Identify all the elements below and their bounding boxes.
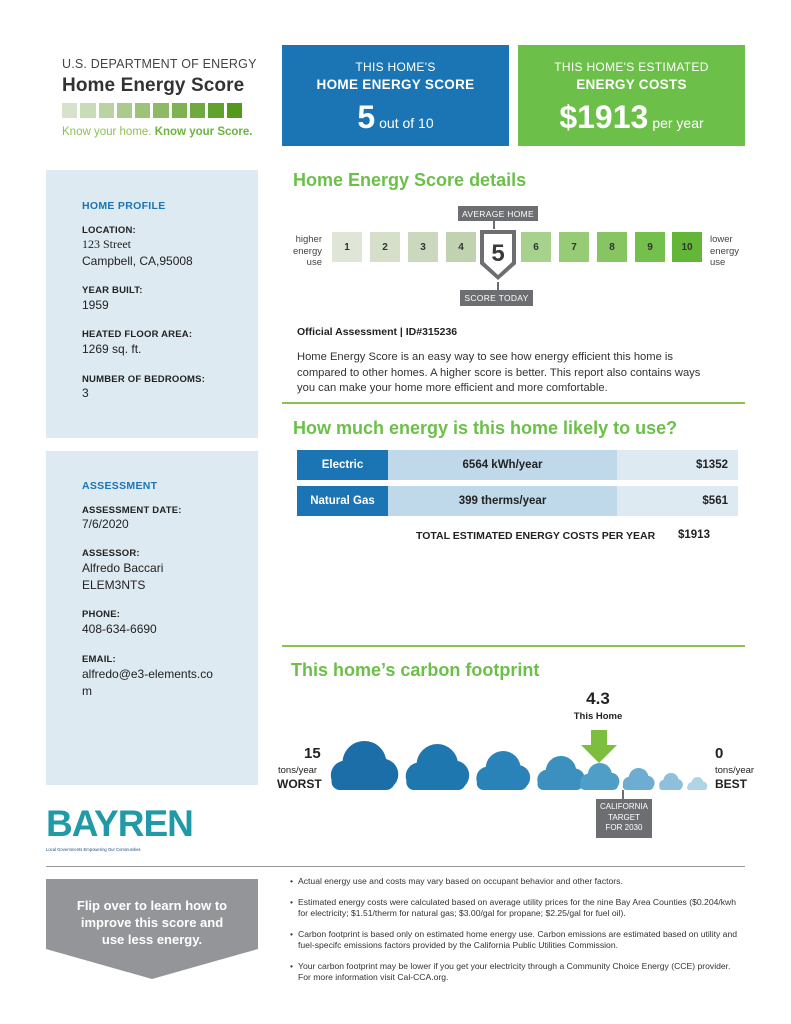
tagline-part-a: Know your home. — [62, 126, 152, 138]
phone-label: PHONE: — [82, 609, 121, 620]
email-value-line1: alfredo@e3-elements.co — [82, 667, 213, 681]
score-box-line1: THIS HOME'S — [355, 60, 436, 74]
current-score-shield-icon — [478, 228, 518, 282]
lower-label-line3: use — [710, 257, 726, 268]
total-costs-label: TOTAL ESTIMATED ENERGY COSTS PER YEAR — [416, 530, 656, 542]
flip-arrow-icon — [46, 949, 258, 979]
average-home-tag: AVERAGE HOME — [458, 206, 538, 221]
lower-label-line2: energy — [710, 245, 740, 257]
current-score-number: 5 — [491, 240, 505, 267]
bedrooms-value: 3 — [82, 386, 89, 400]
score-cell-7: 7 — [559, 232, 589, 262]
flip-line3: use less energy. — [101, 932, 203, 947]
energy-row-electric — [297, 450, 738, 480]
score-description: Home Energy Score is an easy way to see how energy efficient this home is compared to other homes. A higher score is better. This report also contains ways you can make your home more efficient and more comfortable. — [297, 351, 701, 394]
score-box-line2: HOME ENERGY SCORE — [316, 77, 475, 92]
target-line3: FOR 2030 — [605, 823, 643, 832]
year-built-value: 1959 — [82, 298, 109, 312]
score-cell-2: 2 — [370, 232, 400, 262]
carbon-cloud-2 — [406, 744, 470, 790]
carbon-cloud-8 — [687, 777, 707, 790]
lower-label-line1: lower — [710, 234, 733, 245]
fuel-label: Electric — [297, 450, 388, 480]
fuel-cost: $1352 — [617, 450, 738, 480]
cost-box-line1: THIS HOME'S ESTIMATED — [554, 60, 709, 74]
logo-bar-9 — [208, 103, 223, 118]
logo-bar-2 — [80, 103, 95, 118]
best-value: 0 — [715, 745, 724, 762]
cost-box-line2: ENERGY COSTS — [576, 77, 687, 92]
score-number: 5 — [357, 99, 376, 135]
target-line1: CALIFORNIA — [599, 802, 648, 811]
fuel-amount: 6564 kWh/year — [388, 450, 617, 480]
lower-energy-use-label — [710, 234, 752, 269]
year-built-label: YEAR BUILT: — [82, 285, 143, 296]
score-suffix: out of 10 — [379, 115, 434, 131]
floor-area-value: 1269 sq. ft. — [82, 342, 142, 356]
score-cell-4: 4 — [446, 232, 476, 262]
carbon-footprint-title: This home’s carbon footprint — [291, 660, 540, 680]
worst-label: WORST — [277, 777, 322, 791]
footnote: • Carbon footprint is based only on estimated home energy use. Carbon emissions are estimated based on utility and fuel-specifc emissions factors provided by the California Public Utilities Commission. — [290, 929, 745, 952]
score-cell-1: 1 — [332, 232, 362, 262]
score-today-tag: SCORE TODAY — [460, 290, 533, 306]
home-profile-panel — [46, 170, 258, 438]
fuel-amount: 399 therms/year — [388, 486, 617, 516]
bayren-logo: BAYREN — [46, 803, 193, 844]
score-cell-6: 6 — [521, 232, 551, 262]
home-energy-score-logo-title: Home Energy Score — [62, 75, 245, 96]
logo-bar-10 — [227, 103, 242, 118]
score-cell-10: 10 — [672, 232, 702, 262]
higher-label-line2: energy — [292, 245, 322, 257]
fuel-label: Natural Gas — [297, 486, 388, 516]
assessor-company: ELEM3NTS — [82, 578, 146, 592]
logo-bar-3 — [99, 103, 114, 118]
carbon-cloud-5 — [580, 763, 619, 790]
logo-bar-5 — [135, 103, 150, 118]
logo-tagline — [62, 126, 252, 138]
higher-energy-use-label — [280, 234, 322, 269]
california-target-tag — [596, 799, 652, 838]
cost-value — [518, 99, 745, 136]
footnotes-list — [290, 876, 745, 993]
total-costs-value: $1913 — [678, 529, 710, 541]
bayren-tagline: Local Governments Empowering Our Communities — [46, 847, 141, 852]
official-assessment-id: Official Assessment | ID#315236 — [297, 326, 458, 338]
higher-label-line3: use — [306, 257, 322, 268]
flip-over-banner — [46, 879, 258, 949]
assessor-label: ASSESSOR: — [82, 548, 140, 559]
home-profile-heading: HOME PROFILE — [82, 200, 166, 212]
best-units: tons/year — [715, 765, 755, 776]
logo-score-bars — [62, 103, 242, 118]
floor-area-label: HEATED FLOOR AREA: — [82, 329, 193, 340]
home-carbon-value: 4.3 — [586, 689, 610, 708]
carbon-cloud-4 — [537, 756, 585, 790]
assessment-panel — [46, 451, 258, 785]
phone-value: 408-634-6690 — [82, 622, 157, 636]
logo-bar-1 — [62, 103, 77, 118]
location-city: Campbell, CA,95008 — [82, 254, 193, 268]
worst-value: 15 — [304, 745, 321, 762]
score-cell-3: 3 — [408, 232, 438, 262]
assessment-date-label: ASSESSMENT DATE: — [82, 505, 182, 516]
carbon-cloud-3 — [476, 751, 530, 790]
footnote: • Your carbon footprint may be lower if you get your electricity through a Community Choice Energy (CCE) provider. For more information visit Cal-CCA.org. — [290, 961, 745, 984]
details-divider — [282, 402, 745, 404]
energy-usage-title: How much energy is this home likely to use? — [293, 418, 678, 438]
logo-bar-4 — [117, 103, 132, 118]
worst-units: tons/year — [278, 765, 318, 776]
assessment-date-value: 7/6/2020 — [82, 517, 129, 531]
footer-divider — [46, 866, 745, 867]
footnote: • Estimated energy costs were calculated based on average utility prices for the nine Bay Area Counties ($0.204/kwh for electricity; $1.51/therm for natural gas; $3.00/gal for propane; $2.25/gal for fuel oil). — [290, 897, 745, 920]
logo-bar-6 — [153, 103, 168, 118]
score-today-pointer — [497, 282, 499, 290]
home-carbon-label: This Home — [573, 711, 623, 722]
carbon-cloud-7 — [659, 773, 683, 790]
flip-line2: improve this score and — [80, 915, 224, 930]
score-details-title: Home Energy Score details — [293, 170, 527, 190]
higher-label-line1: higher — [295, 234, 322, 245]
carbon-cloud-6 — [623, 768, 655, 790]
score-value — [282, 99, 509, 136]
usage-divider — [282, 645, 745, 647]
email-label: EMAIL: — [82, 654, 116, 665]
cost-summary-box — [518, 45, 745, 146]
bedrooms-label: NUMBER OF BEDROOMS: — [82, 374, 206, 385]
doe-label: U.S. DEPARTMENT OF ENERGY — [62, 57, 257, 71]
score-summary-box — [282, 45, 509, 146]
carbon-clouds-scale — [328, 740, 713, 792]
score-cell-8: 8 — [597, 232, 627, 262]
cost-amount: $1913 — [559, 99, 649, 135]
email-value-line2: m — [82, 684, 92, 698]
logo-bar-7 — [172, 103, 187, 118]
tagline-part-b: Know your Score. — [154, 126, 253, 138]
carbon-cloud-1 — [331, 741, 398, 790]
energy-row-natural-gas — [297, 486, 738, 516]
location-street: 123 Street — [82, 237, 131, 251]
location-label: LOCATION: — [82, 225, 136, 236]
score-cell-9: 9 — [635, 232, 665, 262]
assessment-heading: ASSESSMENT — [82, 480, 158, 492]
target-line2: TARGET — [608, 812, 640, 822]
flip-line1: Flip over to learn how to — [76, 898, 228, 913]
best-label: BEST — [715, 777, 748, 791]
assessor-name: Alfredo Baccari — [82, 561, 164, 575]
logo-bar-8 — [190, 103, 205, 118]
fuel-cost: $561 — [617, 486, 738, 516]
footnote: • Actual energy use and costs may vary based on occupant behavior and other factors. — [290, 876, 745, 888]
cost-suffix: per year — [652, 115, 704, 131]
